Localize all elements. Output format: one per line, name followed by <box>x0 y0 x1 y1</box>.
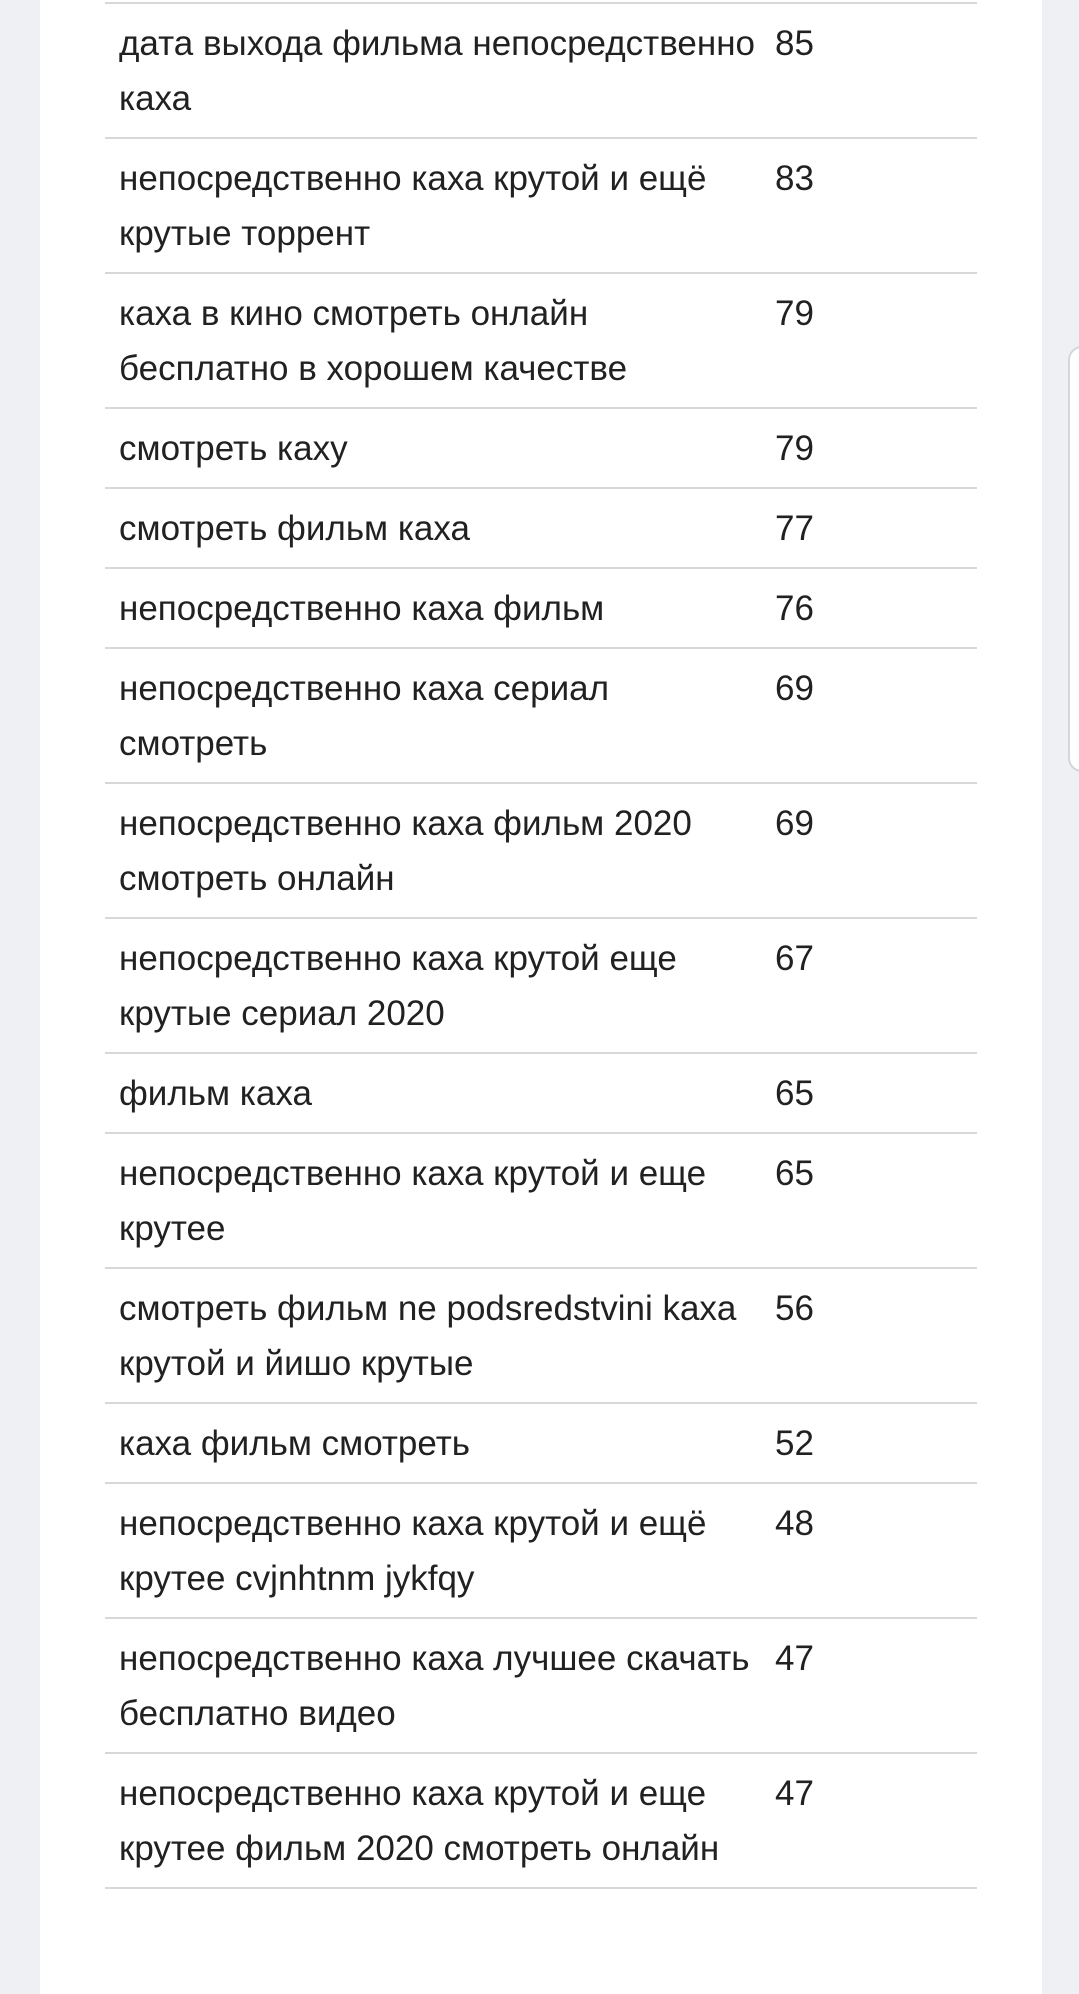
table-row <box>105 1403 977 1483</box>
keywords-table <box>105 2 977 1889</box>
keyword-cell: каха в кино смотреть онлайн бесплатно в хорошем качестве <box>105 273 763 408</box>
table-row <box>105 1053 977 1133</box>
value-cell: 56 <box>763 1268 977 1403</box>
keyword-cell: дата выхода фильма непосредственно каха <box>105 3 763 138</box>
table-row <box>105 783 977 918</box>
keyword-cell: непосредственно каха крутой еще крутые сериал 2020 <box>105 918 763 1053</box>
table-row <box>105 918 977 1053</box>
table-row <box>105 138 977 273</box>
value-cell: 52 <box>763 1403 977 1483</box>
table-row <box>105 408 977 488</box>
keyword-cell: непосредственно каха крутой и еще крутее <box>105 1133 763 1268</box>
keyword-cell: непосредственно каха лучшее скачать бесплатно видео <box>105 1618 763 1753</box>
table-row <box>105 3 977 138</box>
keyword-cell: непосредственно каха фильм <box>105 568 763 648</box>
table-row <box>105 273 977 408</box>
value-cell: 67 <box>763 918 977 1053</box>
keywords-table-body <box>105 3 977 1888</box>
table-row <box>105 488 977 568</box>
value-cell: 83 <box>763 138 977 273</box>
value-cell: 76 <box>763 568 977 648</box>
keyword-cell: смотреть каху <box>105 408 763 488</box>
keyword-cell: непосредственно каха крутой и ещё крутые торрент <box>105 138 763 273</box>
keyword-cell: каха фильм смотреть <box>105 1403 763 1483</box>
value-cell: 65 <box>763 1053 977 1133</box>
table-row <box>105 1483 977 1618</box>
keyword-cell: фильм каха <box>105 1053 763 1133</box>
table-row <box>105 1753 977 1888</box>
value-cell: 47 <box>763 1753 977 1888</box>
table-row <box>105 1268 977 1403</box>
keyword-cell: смотреть фильм каха <box>105 488 763 568</box>
value-cell: 77 <box>763 488 977 568</box>
value-cell: 85 <box>763 3 977 138</box>
value-cell: 79 <box>763 273 977 408</box>
table-row <box>105 568 977 648</box>
table-row <box>105 1618 977 1753</box>
keyword-cell: непосредственно каха фильм 2020 смотреть онлайн <box>105 783 763 918</box>
value-cell: 47 <box>763 1618 977 1753</box>
value-cell: 65 <box>763 1133 977 1268</box>
keyword-cell: смотреть фильм ne podsredstvini kaxa крутой и йишо крутые <box>105 1268 763 1403</box>
keyword-cell: непосредственно каха крутой и ещё крутее cvjnhtnm jykfqy <box>105 1483 763 1618</box>
value-cell: 69 <box>763 648 977 783</box>
side-panel-handle[interactable] <box>1068 346 1079 772</box>
value-cell: 48 <box>763 1483 977 1618</box>
value-cell: 69 <box>763 783 977 918</box>
keyword-cell: непосредственно каха крутой и еще крутее фильм 2020 смотреть онлайн <box>105 1753 763 1888</box>
value-cell: 79 <box>763 408 977 488</box>
table-row <box>105 1133 977 1268</box>
table-row <box>105 648 977 783</box>
keyword-cell: непосредственно каха сериал смотреть <box>105 648 763 783</box>
